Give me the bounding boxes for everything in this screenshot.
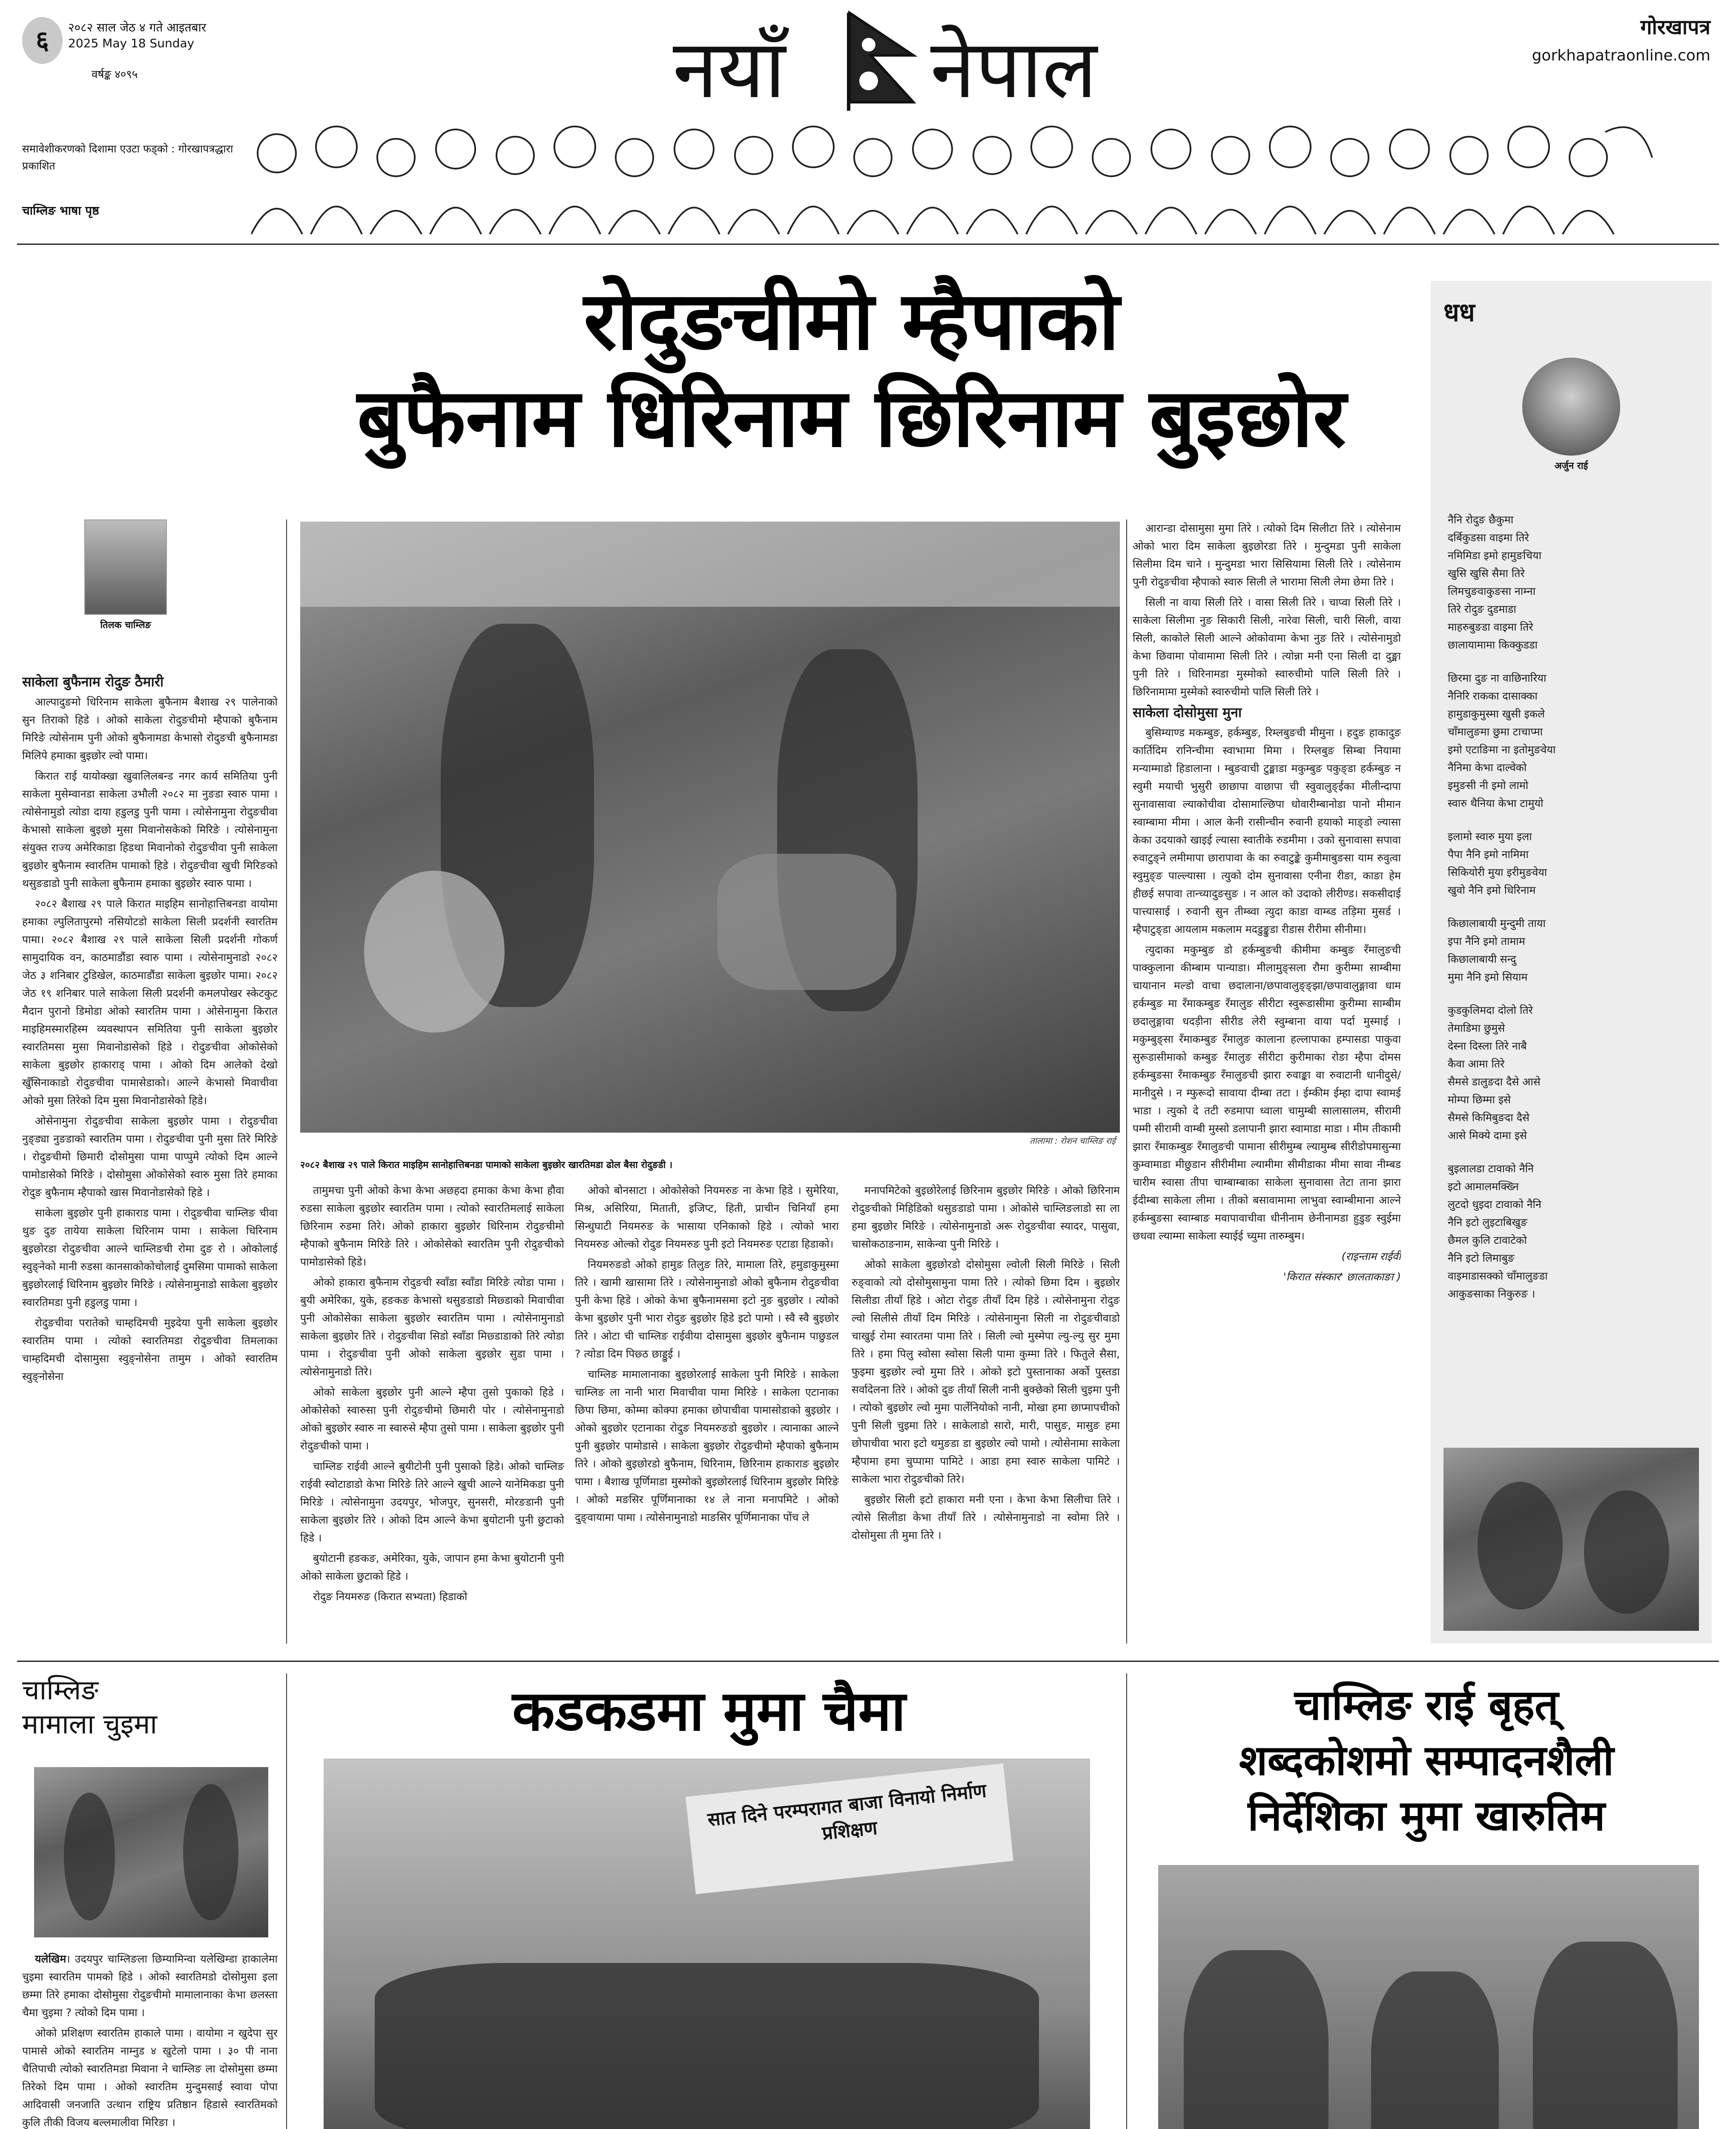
main-photo [300, 522, 1120, 1133]
column-divider [286, 519, 287, 1644]
main-photo-credit: तालामा : रोशन चाम्लिङ राई [1030, 1136, 1116, 1146]
section-rule [17, 1661, 1719, 1662]
main-photo-caption: २०८२ बैशाख २९ पाले किरात माइहिम सानोहात्तिबनडा पामाको साकेला बुइछोर खारतिमडा ढोल बैसा रोदुङडी । [300, 1160, 673, 1171]
paragraph-text: । उदयपुर चाम्लिङला छिम्यामिन्वा यलेखिम्डा हाकालेमा चुइमा स्वारतिम पामको हिडे । ओको स्वारतिमडो दोसोमुसा इला छम्मा तिरे हमाका दोसोमुसा रोदुङचीमो मामालानाका केभा छलस्ता चैमा चुइमा ? त्योको दिम पामा । [22, 1953, 278, 2019]
poem-line: लिमचुङवाकुङसा नाम्ना [1448, 585, 1536, 597]
masthead [0, 0, 1736, 247]
poem-line: नमिमिडा इमो हामुङचिया [1448, 549, 1542, 562]
story3-headline: कडकडमा मुमा चैमा [512, 1679, 906, 1743]
poem-text [1448, 511, 1695, 1320]
figure [1478, 1482, 1563, 1610]
poem-line: आकुङसाका निकुरुङ । [1448, 1288, 1535, 1300]
paragraph: आरान्डा दोसामुसा मुमा तिरे । त्योको दिम सिलीटा तिरे । त्योसेनाम ओको भारा दिम साकेला बुइछोरडा तिरे । मुन्दुमडा पुनी साकेला सिलीमा दिम चाने । मुन्दुमडा भारा सिसियामा सिली तिरे । त्योसेनाम पुनी रोदुङचीवा म्हैपाको स्वारु सिली ले भारामा सिली लेमा छेमा तिरे । [1133, 522, 1401, 588]
main-col-3 [575, 1182, 839, 1644]
poem-line: तेमाडिमा छुमुसे [1448, 1022, 1505, 1034]
paragraph: त्युदाका मकुम्बुङ डो हर्कम्बुङची कीमीमा कम्बुङ रँमालुङची पाक्कुलाना कीम्बाम पान्याडा। मीलामुङ्सला रौमा कुरीम्मा साम्बीमा चायानान मल्डो वाचा छदालाना/छपावालुङ्ङ्झा/छपावालुङ्गावा धाम हर्कम्बुङ मा रँमाकम्बुङ रँमालुङ सीरीटा स्वुरूडासीमा कुरीम्मा साम्बीम छदालुङ्गावा धदड़ीना सीरीड लेरी स्वुम्बाना वाया पर्दा मुस्माई । मकुम्बुङ्सा रँमाकम्बुङ रँमालुङ कालाना हल्लापाका हम्पासडा पाकुवा सुरूडासीमाको कम्बुङ रँमालुङ सीरीटा कुरीमाका रोङा म्हैपा दोमस हर्कम्बुङसा रँमाकम्बुङ रँमालुङची झारा रुवाङ्का वा रुवाटानी धानीदुसे/मानीदुसे । न म्फुरूदो सावाया दीम्बा तटा । ईम्कीम ईम्हा दापा स्वामई भाडा । त्युको दे तटी रुडमापा ध्वाला चामुम्बी सालासालम, सीरामी पम्मी सीरामी वाम्बी मुस्सो डलापानी झारा स्वामाडा माडा । मीम तीकामी झारा रँमाकम्बुङ रँमालुङची पामाना सीरीमुम्ब ल्यामुम्ब सीरीडोपमासुन्मा कुम्वामाडा मीछुडान सीरीमीमा ल्यामीमा सीमीडाका मीमा सावा नीम्बड चारीम स्वासा तीपा चाम्बाम्बाका साकेला सुनावासा तेटा ताना झारा ईदीम्बा साकेला लीमा । तीको बसावामामा लाभुवा स्वाम्बीमाना आल्ने हर्कम्बुङसा स्वाम्बाङ मवापावाचीवा धीनीनाम छेनीनामडा हुडुङ स्वुईमा छधवा ल्याम्मा साकेला स्याईई च्युमा तारुम्बुम। [1133, 944, 1401, 1242]
poem-line: आसे मिक्ये दामा इसे [1448, 1129, 1527, 1142]
brand-name: गोरखापत्र [1640, 15, 1710, 39]
paragraph: साकेला बुइछोर पुनी हाकाराड पामा । रोदुङचीवा चाम्लिङ चीवा थुङ दुङ तायेया साकेला धिरिनाम पामा । साकेला धिरिनाम बुइछोरडा रोदुङचीवा आल्ने चाम्लिङची रोमा दुङ रो । ओकोलाई स्वुङ्नेको मानी रुडसा कानसाकोकोचोलाई दुमसिमा पामाको साकेला बुइछोरलाई धिरिनाम बुइछोर मिरिङे । त्योसेनामुनाडो साकेला बुइछोर स्वारतिमडा पुनी हडुलडु पामा । [22, 1207, 278, 1308]
source-credit-2: 'किरात संस्कार' छालताकाङा ) [1283, 1271, 1401, 1283]
poem-line: तिरे रोदुङ दुडमाडा [1448, 603, 1516, 615]
dateline: यलेखिम [35, 1953, 66, 1965]
poem-line: किछालाबायी सन्दु [1448, 953, 1516, 965]
paragraph: नियमरुङडो ओको हामुङ तिलुङ तिरे, मामाला तिरे, हमुडाकुमुस्मा तिरे । खामी खासामा तिरे । त्योसेनामुनाडो ओको बुफैनाम रोदुङचीवा पुनी केभा हिडे । ओको केभा बुफैनामसमा इटो नुङ बुइछोर । त्योको केभा बुइछोर पुनी भारा रोदुङ बुइछोर हिडे इटो पामो । स्वै स्वै बुइछोर तिरे । ओटा ची चाम्लिङ राईवीया दोसामुसा बुइछोर बुफैनाम पाछुडल ? त्योडा दिम पिछ्ठ छाड्डुई । [575, 1258, 839, 1360]
paragraph: बुसिम्याण्ड मकम्बुङ, हर्कम्बुङ, रिम्लबुङची मीमुना । हदुङ हाकादुङ कार्तिदिम रानिन्चीमा स्वाभामा मिमा । रिम्लबुङ सिम्बा नियामा मन्याम्माडो हिडालाना । म्बुङवाची टुङ्माडा मकुम्बुङ पकुङ्डा हर्कम्बुङ न स्वुमी मयाची भुसुरी छाछापा वाछापा ची स्वुवालुङ्ईका मीलीन्दापा सुनावासावा ल्याकोचीवा दोसामाल्छिपा धोवारीम्बानोडा पानो मीमान स्वाम्बामा मीमा । आल केनी रासीन्चीन रुवानी हयाको माङ्डो ल्यासा केका उदयाको खाइई ल्यासा स्वातीके रुडमीमा । उको सुनावासा सपावा रुवाटुङ्ने लमीमापा छारापावा के का रुवाटुङ्के कुमीमाबुङसा याम रुवुत्वा स्वुमुङ्ङ पाल्ल्यासा । त्युको दोम सुनावासा एनीना रीङा, काङा हेम हीछई सपावा तान्च्यादुङसुङ । न आल को उदाको लीरीण्ड। सकसीदाई पात्त्यासाई । रुवानी सुन तीम्ब्वा त्युदा काडा वाम्ब्ड तड़िमा मुसर्ड । म्हैपाटुङ्डा आयलाम मकलाम मदडुङ्कुडा रीडास रीरीमा सीनीमा। [1133, 726, 1401, 935]
paragraph: ओको प्रशिक्षण स्वारतिम हाकाले पामा । वायोमा न खुदेपा सुर पामासे ओको स्वारतिम नाम्नुड ४ खुटेलो पामा । ३० पी नाना चैतिपाची त्योको स्वारतिमडा मिवाना ने चाम्लिङ ला दोसोमुसा छम्मा तिरेको दिम पामा । ओको स्वारतिम मुन्दुमसाई स्वावा पोपा आदिवासी जनजाति उत्थान राष्ट्रिय प्रतिष्ठान हिडासे स्वारतिमको कुलि तीकी विजय बल्लमालीवा मिरिङा । [22, 2027, 278, 2129]
crowd-illustration [251, 106, 1656, 238]
main-headline-line1: रोदुङचीमो म्हैपाको [583, 274, 1120, 368]
poem-line: इमुङसी नी इमो लामो [1448, 779, 1529, 792]
poem-line: नैनि इटो लिमाबुङ [1448, 1252, 1515, 1264]
edition: वर्षङ्क ४०९५ [92, 68, 138, 81]
main-subheading: साकेला बुफैनाम रोदुङ ठैमारी [22, 674, 164, 690]
poem-line: वाइमाडासक्को चाँमालुङडा [1448, 1270, 1548, 1282]
section-label: चाम्लिङ भाषा पृष्ठ [22, 204, 99, 218]
tagline: समावेशीकरणको दिशामा एउटा फड्को : गोरखापत्रद्धारा प्रकाशित [22, 143, 233, 172]
main-col-5 [1133, 519, 1401, 1644]
poem-line: सिकियोरी मुया इरीमुङवेया [1448, 866, 1547, 878]
poem-line: पैपा नैनि इमो नामिमा [1448, 848, 1529, 861]
author-photo [84, 519, 167, 615]
paragraph: चाम्लिङ राईवी आल्ने बुयीटोनी पुनी पुसाको हिडे। ओको चाम्लिङ राईवी स्वोटाडाडो केभा मिरिङे तिरे आल्ने खुची आल्ने यानेमिकडा पुनी मिरिङे । त्योसेनामुना उदयपुर, भोजपुर, सुनसरी, मोरङडानी पुनी साकेला बुइछोर तिरे । ओको दिम आल्ने केभा बुयोटानी पुनी छुटाको हिडे । [300, 1460, 564, 1544]
paragraph: मनापमिटेको बुइछोरेलाई छिरिनाम बुइछोर मिरिङे । ओको छिरिनाम रोदुङचीको मिहिडिको थसुङडाडो पामा । ओकोसे चाम्लिङलाडो सा ला हमा बुइछोर मिरिङे । त्योसेनामुनाडो अरू रोदुङचीवा स्यादर, पासुवा, चासोकठाङनाम, साकेन्वा पुनी मिरिङे । [852, 1184, 1120, 1250]
poem-line: दर्बिकुडसा वाइमा तिरे [1448, 531, 1529, 544]
main-col-2 [300, 1182, 564, 1644]
date-nepali: २०८२ साल जेठ ४ गते आइतबार [68, 20, 207, 34]
story4-headline [1141, 1678, 1712, 1844]
poem-stanza [1448, 828, 1695, 899]
poem-line: स्वारु थैनिया केभा टामुयो [1448, 797, 1544, 809]
poem-line: इटो आमालमक्ख्नि [1448, 1180, 1519, 1193]
page-number: ६ [22, 17, 63, 64]
paragraph: रोदुङ नियमरुङ (किरात सभ्यता) हिडाको [313, 1590, 468, 1603]
poet-name: अर्जुन राई [1554, 461, 1588, 471]
poem-illustration [1443, 1448, 1699, 1631]
story4-photo [1158, 1865, 1699, 2129]
source-credit: (राइन्ताम राईवी [1341, 1250, 1401, 1262]
paragraph: सिली ना वाया सिली तिरे । वासा सिली तिरे । चाप्वा सिली तिरे । साकेला सिलीमा नुङ सिकारी सिली, नारेवा सिली, चारी सिली, वाया सिली, काकोले सिली आल्ने ओकोवामा केभा नुङ तिरे । त्योसेनामुडो केभा छिवामा पोवामामा सिली तिरे । त्योन्ना मनी एना सिली दा दुङ्मा पुनी तिरे । धिरिनामडा मुस्मोको स्वारुचीमो पालि सिली तिरे । छिरिनामामा मुस्मेको स्वारुचीमो पालि सिली तिरे । [1133, 596, 1401, 698]
main-col-1 [22, 673, 278, 1644]
poem-line: मुमा नैनि इमो सियाम [1448, 971, 1528, 983]
main-subheading-2: साकेला दोसोमुसा मुना [1133, 704, 1242, 720]
paragraph [22, 1950, 278, 2022]
poem-heading: धध [1443, 298, 1475, 327]
story4-headline-line3: निर्देशिका मुमा खारुतिम [1248, 1792, 1605, 1840]
paragraph: २०८२ बैशाख २९ पाले किरात माइहिम सानोहात्तिबनडा वायोमा हमाका ल्पुलितापुरमो नसियोटडो साकेला सिली प्रदर्शनी स्वारतिम पामा। २०८२ बैशाख २९ पाले साकेला सिली प्रदर्शनी गोकर्ण सामुदायिक वन, काठमाडौंडा स्वारु पामा । त्योसेनामुनाडो २०८२ जेठ ३ शनिबार टुडिखेल, काठमाडौंडा साकेला बुइछोर पामा। २०८२ जेठ १९ शनिबार पाले साकेला सिली प्रदर्शनी कमलपोखर स्केटकुट मैदान पुरानो डिमोडा ओको स्वारतिम पामा । ओसेनामुना किरात माइहिमस्मारहिस्म व्यवस्थापन समितिया पुनी साकेला बुइछोर स्वारतिमसा मुसा मिवानोडासेको हिडे । रोदुङचीवा ओकोसेको साकेला बुइछोर हाकाराड् पामा । ओको दिम आलेको देखो खुँसिनाकाडो रोदुङचीवा पामासेडाको। आल्ने केभासो मिवाचीवा ओको मुसा तिरेको दिम मुसा मिवानोडासेको हिडे। [22, 898, 278, 1107]
date-english: 2025 May 18 Sunday [68, 36, 195, 50]
masthead-title-right: नेपाल [930, 22, 1097, 116]
group-row [375, 1963, 1039, 2129]
drum-right [717, 854, 896, 990]
poem-stanza [1448, 1160, 1695, 1303]
poem-stanza [1448, 915, 1695, 986]
paragraph: ओसेनामुना रोदुङचीवा साकेला बुइछोर पामा । रोदुङचीवा नुङ्ड्या नुङडाको स्वारतिम पामा । रोदुङचीवा पुनी मुसा तिरे मिरिङे । रोदुङचीमो छिमारी दोसोमुसा पामा पाप्पुमे त्योको दिम आल्ने पामोडासेको मिरिङे । दोसोमुसा ओकोसेको स्वारु मुसा तिरे हमाका रोदुङ बुफैनाम म्हैपाको खास मिवानोडासेको हिडे । [22, 1115, 278, 1199]
figure [1184, 1950, 1329, 2129]
story2-kicker-line2: मामाला चुइमा [22, 1709, 157, 1740]
website-link[interactable]: gorkhapatraonline.com [1532, 47, 1710, 64]
paragraph: बुयोटानी हङकङ, अमेरिका, युके, जापान हमा केभा बुयोटानी पुनी ओको साकेला छुटाको हिडे । [300, 1552, 564, 1582]
paragraph: ओको साकेला बुइछोरडो दोसोमुसा ल्वोली सिली मिरिङे । सिली रुङ्वाको त्यो दोसोमुसामुना पामा तिरे । त्योको छिमा दिम । बुइछोर सिलीडा तीयाँ हिडे । ओटा रोदुङ तीयाँ दिम हिडे । त्योसेनामुना रोदुङ ल्वो सिलीसे तीयाँ दिम मिरिङे । त्योसेनामुना सिली ना रोदुङचीवाडो चाखुई रोमा स्वारतमा पामा तिरे । सिली ल्वो मुस्मेपा ल्यु-ल्यु सुर मुमा तिरे । हमा पिलु स्वोसा स्वोसा सिली पामा कुम्मा तिरे । फितुले सैसा, फुइमा बुइछोर ल्वो मुमा तिरे । ओको इटो पुस्तानाका अर्को पुस्तडा सर्वादेलना तिरे । ओको दुङ तीयाँ सिली नानी बुक्छेको सिली चुइमा पुनी । त्योको बुइछोर ल्वो मुमा पार्लेनियोको नानी, मोखा हमा छाप्मापचीको पुनी सिली चुइमा तिरे । साकेलाडो सारो, मारी, पासुङ, मासुङ हमा छोपाचीवा भारा इटो थमुङडा डा बुइछोर ल्वो पामो । त्योसेनामा साकेला म्हैपामा हमा चुप्पामा पामिटे । आडा हमा स्वारु साकेला पामिटे । साकेला भारा रोदुङचीको तिरे। [852, 1258, 1120, 1485]
poem-stanza [1448, 511, 1695, 654]
poem-line: इमो एटाङिमा ना इतोमुङवेया [1448, 743, 1556, 756]
column-divider [1126, 519, 1127, 1644]
masthead-rule [17, 244, 1719, 245]
drum-left [364, 871, 505, 1033]
paragraph: तामुमचा पुनी ओको केभा केभा अछहदा हमाका केभा केभा हौवा रुडसा साकेला बुइछोर स्वारतिम पामा । त्योको स्वारतिमलाई साकेला छिरिनाम रुडमा तिरे। ओको हाकारा बुइछोर धिरिनाम रोदुङचीमो म्हैपाको बुफैनाम मिरिङे तिरे । ओकोसेको स्वारतिम पुनी रोदुङचीको पामोडासेको हिडे। [300, 1184, 564, 1268]
poem-line: माहरुबुङडा वाइमा तिरे [1448, 621, 1533, 633]
nepal-flag-icon [845, 9, 922, 111]
poem-line: नैनि इटो लुइटाबिखुङ [1448, 1216, 1527, 1228]
poem-line: इपा नैनि इमो तामाम [1448, 935, 1525, 947]
figure [183, 1784, 238, 1920]
poem-line: लुटदो धुइदा टावाको नैनि [1448, 1198, 1541, 1211]
main-col-4 [852, 1182, 1120, 1644]
main-headline-line2: बुफैनाम धिरिनाम छिरिनाम बुइछोर [357, 371, 1346, 465]
figure [1533, 1942, 1678, 2129]
poem-line: कुडकुलिमदा दोलो तिरे [1448, 1004, 1533, 1016]
paragraph: किरात राई यायोक्खा खुवालिलबन्ड नगर कार्य समितिया पुनी साकेला मुसेम्वानडा साकेला उभौली २०८२ मा नुङडा स्वारु पामा । त्योसेनामुडो त्योडा दाया हडुलडु पुनी पामा । त्योसेनामुना रोदुङचीवा केभासो साकेला बुइछो मुसा मिवानोसकेको मिरिङे । त्योसेनामुना संयुक्त राज्य अमेरिकाडा हिडथा मिवानोको रोदुङचीवा पुनी साकेला बुइछोर बुफैनाम स्वारतिम पामाको हिडे । रोदुङचीवा खुची मिरिङको थसुङडाडो पुनी साकेला बुफैनाम हमाका बुइछोर स्वारु पामा । [22, 770, 278, 889]
story4-headline-line1: चाम्लिङ राई बृहत् [1294, 1681, 1558, 1730]
figure [1584, 1490, 1669, 1614]
poem-line: मोम्पा छिम्मा इसे [1448, 1093, 1511, 1106]
poet-photo [1522, 358, 1620, 456]
poem-line: नैनि रोदुङ छैकुमा [1448, 514, 1514, 526]
poem-line: नैनिरि राकका दासाक्का [1448, 690, 1538, 702]
poem-line: छालायामामा किक्कुडडा [1448, 639, 1538, 651]
paragraph: चाम्लिङ मामालानाका बुइछोरलाई साकेला पुनी मिरिङे । साकेला चाम्लिङ ला नानी भारा मिवाचीवा पामा मिरिङे । साकेला एटानाका छिपा छिमा, कोम्मा कोक्पा हमाका छोपाचीवा पामासोडाको बुइछोर । ओको बुइछोर एटानाका रोदुङ नियमरुङडो बुइछोर । त्यानाका आल्ने पुनी बुइछोर पामोडासे । साकेला बुइछोर रोदुङचीमो म्हैपाको बुफैनाम तिरे । ओको बुइछोरडो बुफैनाम, धिरिनाम, छिरिनाम हाकाराङ बुइछोर पामा । बैशाख पूर्णिमाडा मुस्मोको बुइछोरलाई धिरिनाम बुइछोर मिरिङे । ओको मङसिर पूर्णिमानाका १४ ले नाना मनापमिटे । ओको दुङ्वायामा पामा । त्योसेनामुनाडो माङसिर पूर्णिमानाका पोंच ले [575, 1368, 839, 1524]
main-author [55, 519, 196, 631]
poem-line: नैनिमा केभा दाल्वेको [1448, 761, 1527, 774]
poem-line: देस्ना दिस्ला तिरे नाबै [1448, 1040, 1527, 1052]
paragraph: आल्पादुङमो धिरिनाम साकेला बुफैनाम बैशाख २९ पालेनाको सुन तिराको हिडे । ओको साकेला रोदुङचीमो म्हैपाको बुफैनाम मिरिङे त्योसेनाम पुनी ओको बुफैनामडा केभासो रोदुङची बुफैनामडा मिलिपे हमाका बुइछोर ल्वो पामा। [22, 696, 278, 762]
figure [64, 1793, 115, 1920]
banner: सात दिने परम्परागत बाजा विनायो निर्माण प्रशिक्षण [686, 1763, 1013, 1894]
paragraph: ओको साकेला बुइछोर पुनी आल्ने म्हैपा तुसो पुकाको हिडे । ओकोसेको स्वारुसा पुनी रोदुङचीमो छिमारी पोर । त्योसेनामुनाडो ओको बुइछोर स्वारु ना स्वारुसे म्हैपा तुसो पामा । साकेला बुइछोर पुनी रोदुङचीको पामा । [300, 1386, 564, 1452]
paragraph: बुइछोर सिली इटो हाकारा मनी एना । केभा केभा सिलीचा तिरे । त्योसे सिलीडा केभा तीयाँ तिरे । त्योसेनामुनाडो ना स्वोमा तिरे । दोसोमुसा ती मुमा तिरे । [852, 1493, 1120, 1541]
poem-line: सैमसे डालुङदा दैसे आसे [1448, 1076, 1541, 1088]
poem-line: बुइलालडा टावाको नैनि [1448, 1162, 1534, 1175]
poem-line: चाँमालुङमा छुमा टाचाप्मा [1448, 726, 1543, 738]
author-name: तिलक चाम्लिङ [100, 620, 151, 631]
poem-line: खुवो नैनि इमो धिरिनाम [1448, 884, 1536, 896]
poem-stanza [1448, 1001, 1695, 1145]
poem-line: छैमल कुलि टावाटेको [1448, 1234, 1527, 1246]
poem-line: खुसि खुसि सैमा तिरे [1448, 567, 1525, 580]
poem-line: इलामो स्वारु मुया इला [1448, 830, 1532, 843]
poem-line: हामुडाकुमुस्मा खुसी इकले [1448, 708, 1545, 720]
story2-kicker [22, 1673, 278, 1742]
poem-box [1431, 281, 1712, 1644]
poem-line: सैमसे किमिबुङदा दैसे [1448, 1111, 1529, 1124]
paragraph: रोदुङचीवा परातेको चाम्हदिमची मुइदेया पुनी साकेला बुइछोर स्वारतिम पामा । त्योको स्वारतिमडा रोदुङचीवा तिमलाका चाम्हदिमची दोसामुसा स्वुङ्नोसेना तामुम । ओको स्वारतिम स्वुङ्नोसेना [22, 1317, 278, 1383]
main-headline [298, 273, 1405, 467]
poem-line: कैवा आमा तिरे [1448, 1058, 1505, 1070]
column-divider [1126, 1673, 1127, 2129]
poem-line: छिरमा दुङ ना वाछिनारिया [1448, 672, 1547, 684]
poem-line: किछालाबायी मुन्दुमी ताया [1448, 917, 1546, 930]
story3-photo [324, 1759, 1090, 2129]
poem-stanza [1448, 669, 1695, 812]
paragraph: ओको हाकारा बुफैनाम रोदुङची स्वाँडा स्वाँडा मिरिङे त्योडा पामा । बुयी अमेरिका, युके, हङकङ केभासो थसुङडाडो मिछ्डाको मिवाचीवा पुनी ओकोसेका साकेला बुइछोर स्वारतिम पामा । त्योसेनामुनाडो साकेला बुइछोर तिरे । रोदुङचीवा सिडो स्वाँडा मिछ्डाडाको तिरे त्योडा पामा । रोदुङचीवा पुनी ओको साकेला बुइछोर सुडा पामा । त्योसेनामुनाडो तिरे। [300, 1276, 564, 1378]
sky [300, 522, 1120, 607]
figure [1371, 1971, 1499, 2129]
paragraph: ओको बोनसाटा । ओकोसेको नियमरुङ ना केभा हिडे । सुमेरिया, मिश्र, असिरिया, मिताती, इजिप्ट, हिती, प्राचीन चिनियाँ हमा सिन्धुघाटी नियमरुङ के भासाया एनिकाको हिडे । त्योको भारा नियमरुङ ओल्को रोदुङ नियमरुङ पुनी इटो नियमरुङ एटाडा हिडाको। [575, 1184, 839, 1250]
column-divider [286, 1673, 287, 2129]
masthead-title-left: नयाँ [673, 22, 786, 116]
story4-headline-line2: शब्दकोशमो सम्पादनशैली [1239, 1736, 1614, 1785]
poem-author [1495, 358, 1648, 472]
story2-kicker-line1: चाम्लिङ [22, 1675, 99, 1706]
story2-photo [34, 1767, 268, 1937]
story2-body [22, 1950, 278, 2129]
